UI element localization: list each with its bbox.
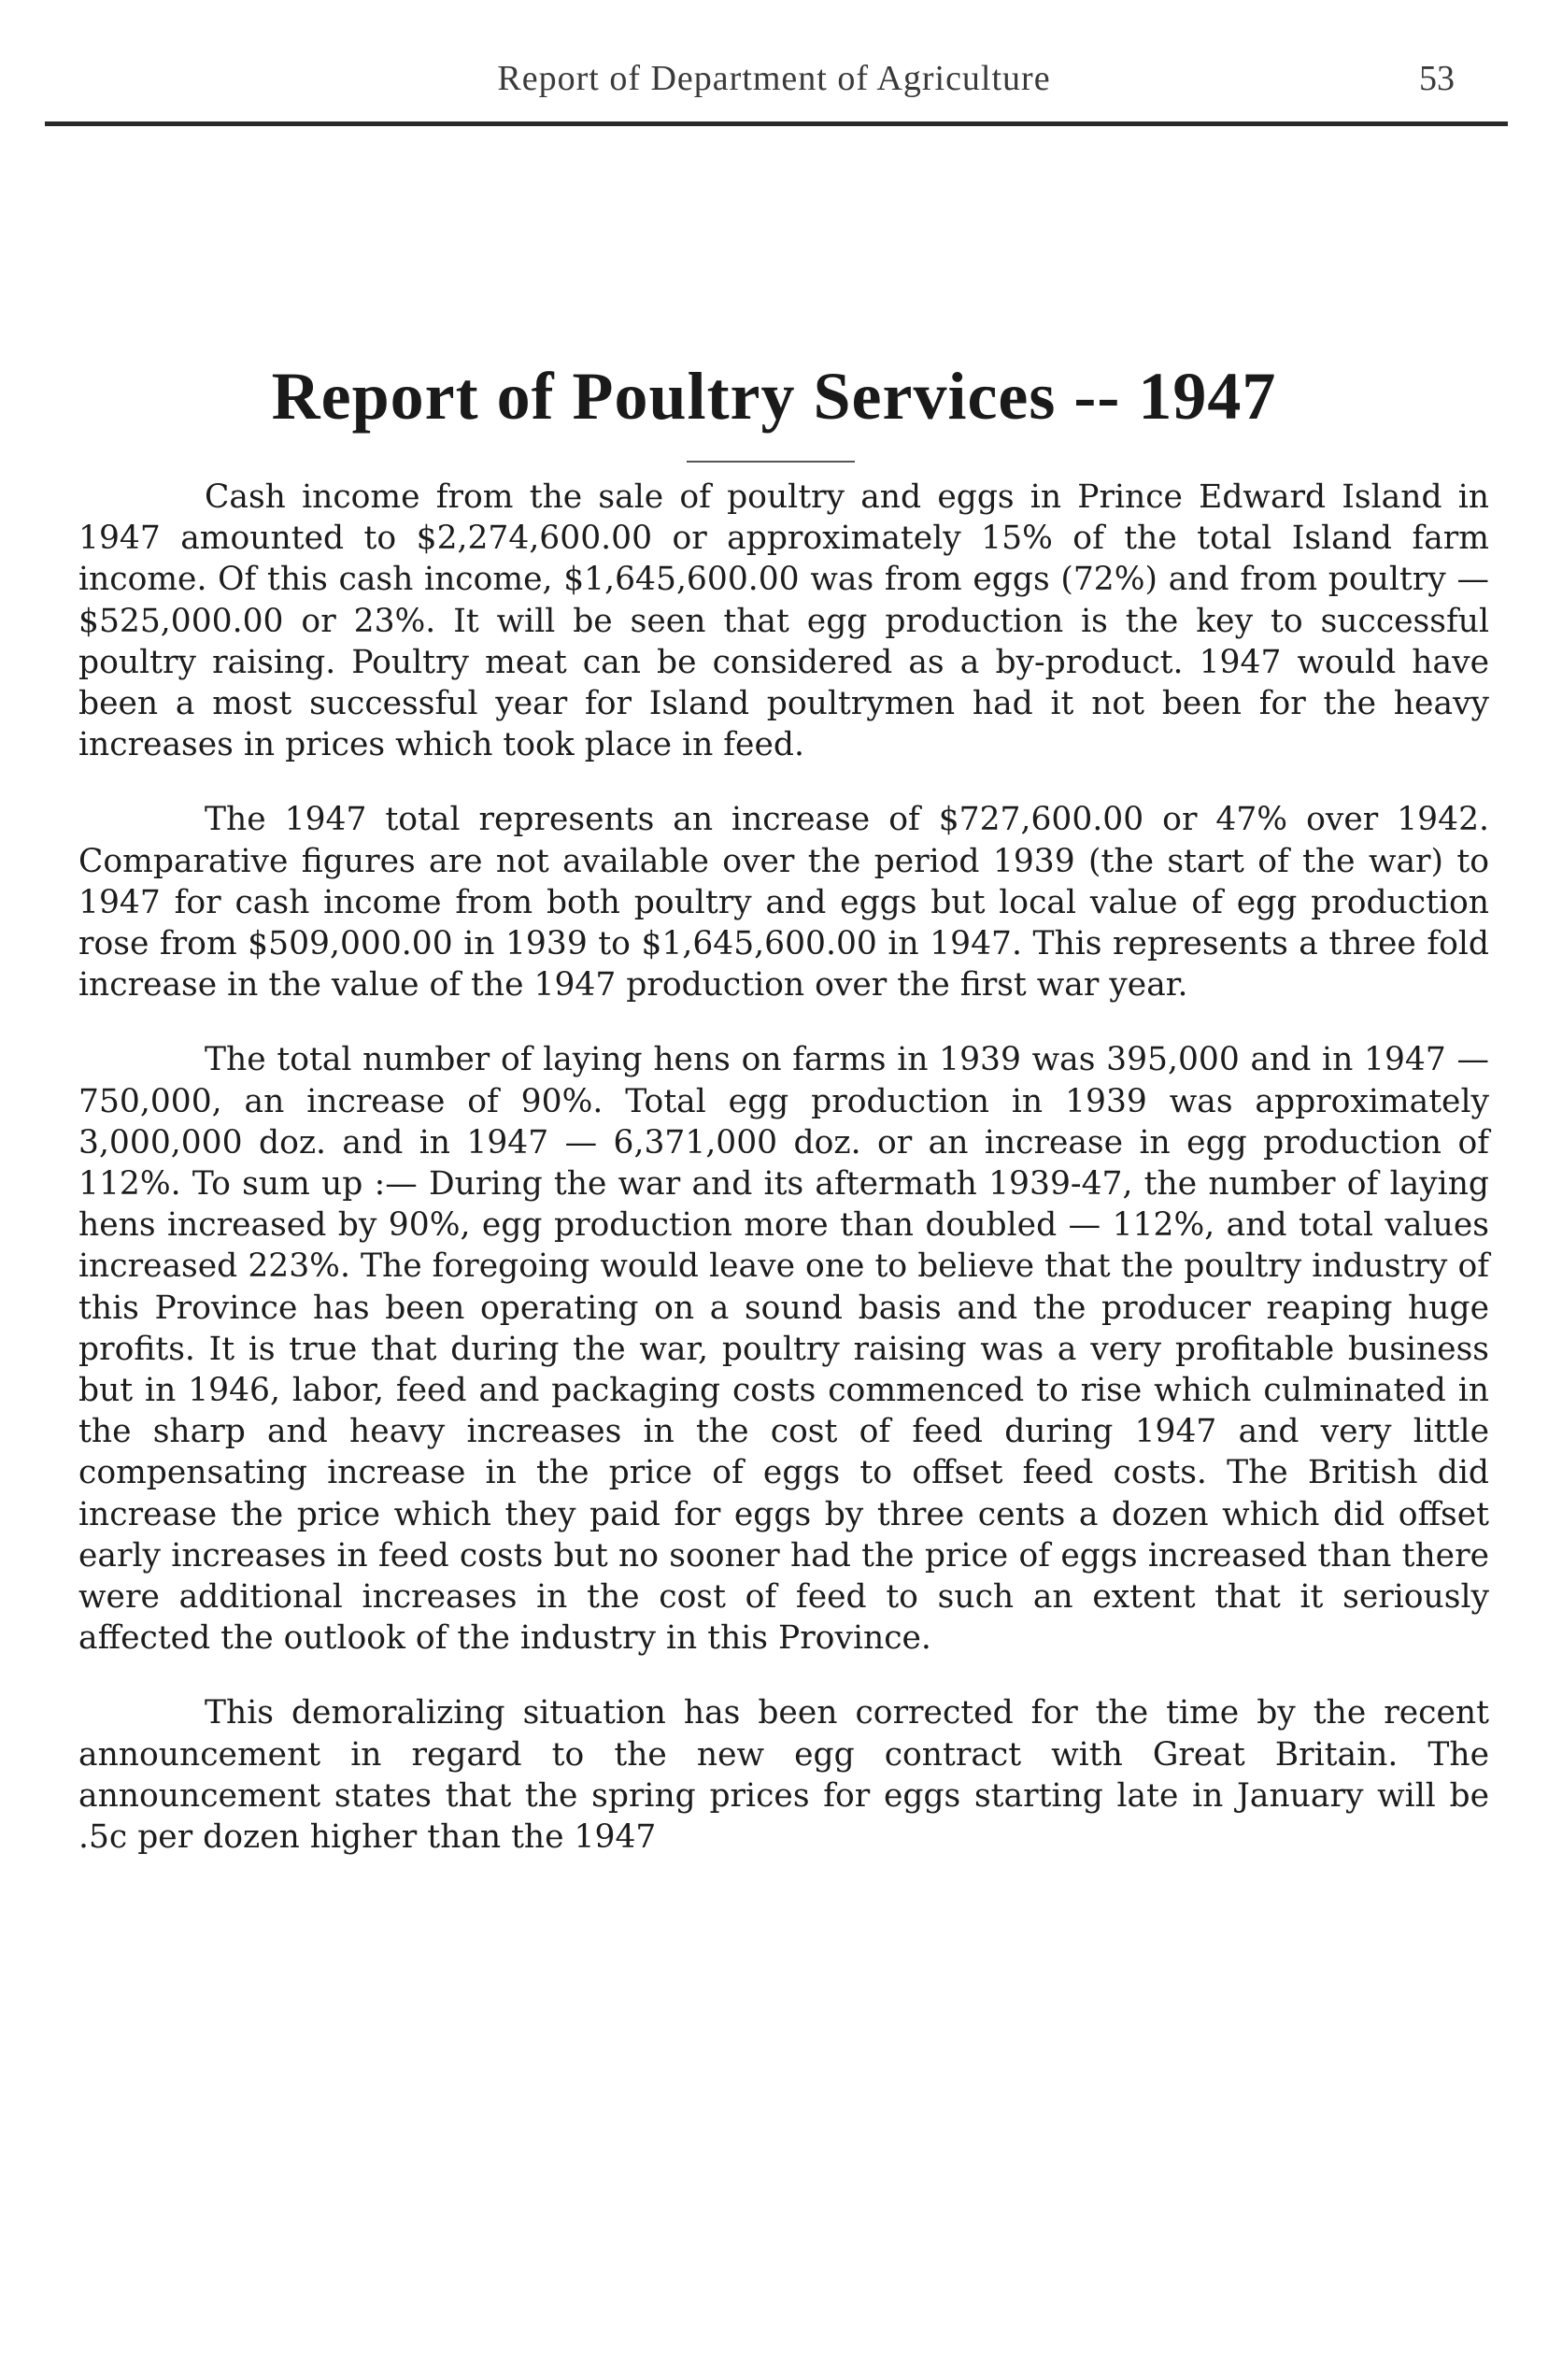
title-divider xyxy=(687,461,855,463)
paragraph-laying-hens: The total number of laying hens on farms in 1939 was 395,000 and in 1947 — 750,000, an increase of 90%. Total egg production in 1939 was approximately 3,000,000 doz. and in 1947 — 6,371,000 doz. or an increase in egg production of 112%. To sum up :— During the war and its aftermath 1939-47, the number of laying hens increased by 90%, egg production more than doubled — 112%, and total values increased 223%. The foregoing would leave one to believe that the poultry industry of this Province has been operating on a sound basis and the producer reaping huge profits. It is true that during the war, poultry raising was a very profitable business but in 1946, labor, feed and packaging costs commenced to rise which culminated in the sharp and heavy increases in the cost of feed during 1947 and very little compensating increase in the price of eggs to offset feed costs. The British did increase the price which they paid for eggs by three cents a dozen which did offset early increases in feed costs but no sooner had the price of eggs increased than there were additional increases in the cost of feed to such an extent that it seriously affected the outlook of the industry in this Province. xyxy=(78,1041,1489,1658)
paragraph-total-increase: The 1947 total represents an increase of $727,600.00 or 47% over 1942. Comparative figures are not available over the period 1939 (the start of the war) to 1947 for cash income from both poultry and eggs but local value of egg production rose from $509,000.00 in 1939 to $1,645,600.00 in 1947. This represents a three fold increase in the value of the 1947 production over the first war year. xyxy=(78,801,1489,1005)
paragraph-egg-contract: This demoralizing situation has been corrected for the time by the recent announcement in regard to the new egg contract with Great Britain. The announcement states that the spring prices for eggs starting late in January will be .5c per dozen higher than the 1947 xyxy=(78,1694,1489,1857)
report-title: Report of Poultry Services -- 1947 xyxy=(271,359,1277,435)
header-rule xyxy=(45,121,1508,126)
running-header xyxy=(0,58,1548,123)
report-body xyxy=(78,477,1489,1858)
running-header-title: Report of Department of Agriculture xyxy=(497,59,1051,98)
paragraph-cash-income: Cash income from the sale of poultry and eggs in Prince Edward Island in 1947 amounted to $2,274,600.00 or approximately 15% of the total Island farm income. Of this cash income, $1,645,600.00 was from eggs (72%) and from poultry — $525,000.00 or 23%. It will be seen that egg production is the key to successful poultry raising. Poultry meat can be considered as a by-product. 1947 would have been a most successful year for Island poultrymen had it not been for the heavy increases in prices which took place in feed. xyxy=(78,478,1489,764)
page-number: 53 xyxy=(1419,59,1455,98)
